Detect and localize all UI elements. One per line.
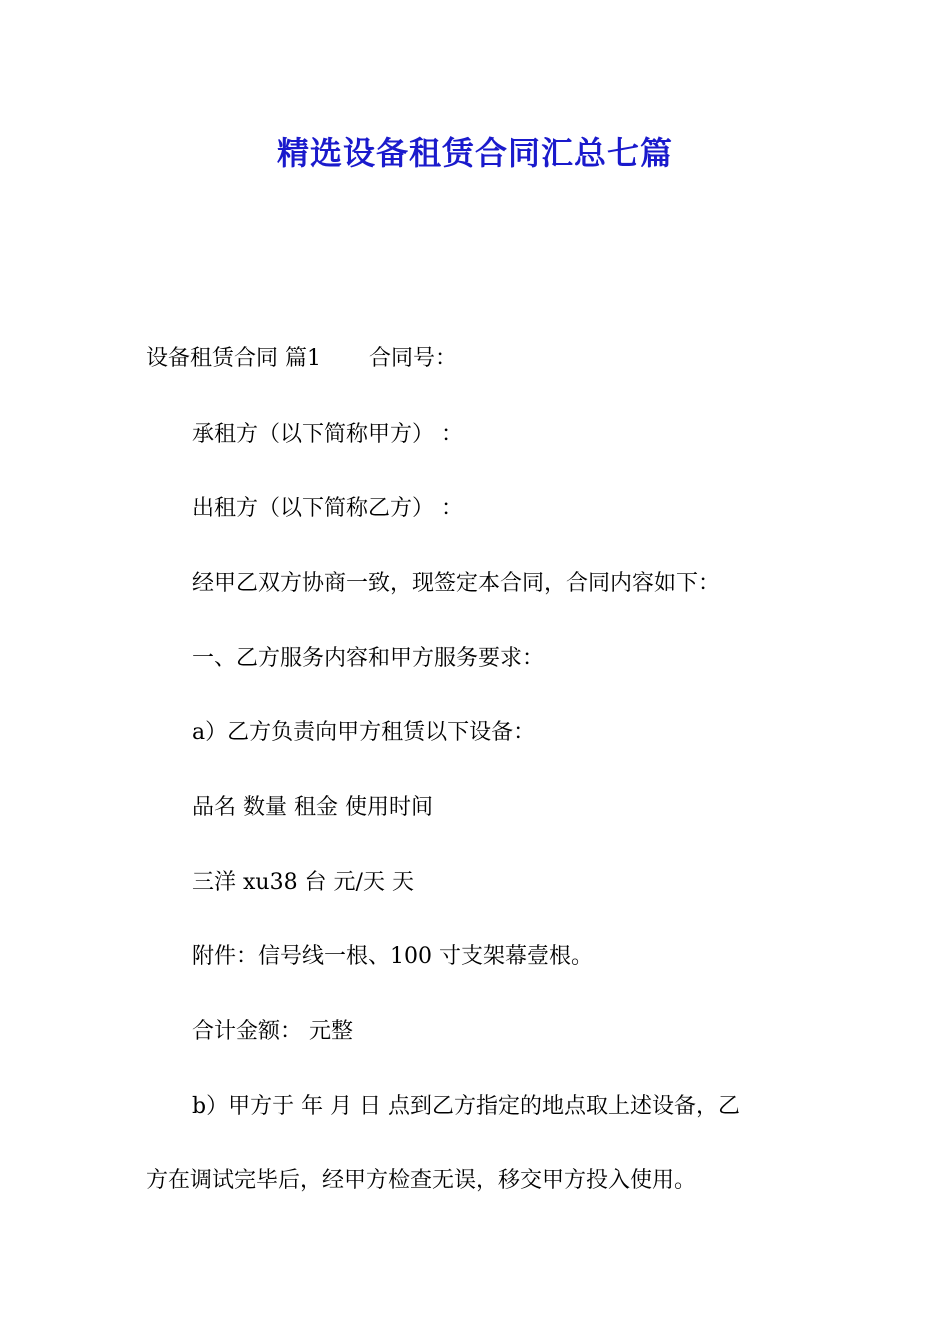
agreement-intro: 经甲乙双方协商一致，现签定本合同，合同内容如下： <box>192 571 721 596</box>
contract-heading-line <box>146 344 457 374</box>
equipment-row: 三洋 xu38 台 元/天 天 <box>192 870 414 895</box>
total-amount-line: 合计金额： 元整 <box>192 1019 353 1044</box>
equipment-table-header: 品名 数量 租金 使用时间 <box>192 795 433 820</box>
lessee-line: 承租方（以下简称甲方） ： <box>192 422 463 447</box>
lessor-line: 出租方（以下简称乙方） ： <box>192 496 463 521</box>
clause-a: a）乙方负责向甲方租赁以下设备： <box>192 720 536 745</box>
section-one-heading: 一、乙方服务内容和甲方服务要求： <box>192 646 545 671</box>
accessories-line: 附件：信号线一根、100 寸支架幕壹根。 <box>192 944 593 969</box>
contract-heading: 设备租赁合同 篇1 <box>146 346 321 371</box>
clause-b-line-1: b）甲方于 年 月 日 点到乙方指定的地点取上述设备，乙 <box>192 1094 741 1119</box>
contract-number-label: 合同号： <box>369 346 458 371</box>
document-title: 精选设备租赁合同汇总七篇 <box>276 134 673 172</box>
clause-b-line-2: 方在调试完毕后，经甲方检查无误，移交甲方投入使用。 <box>146 1168 697 1193</box>
